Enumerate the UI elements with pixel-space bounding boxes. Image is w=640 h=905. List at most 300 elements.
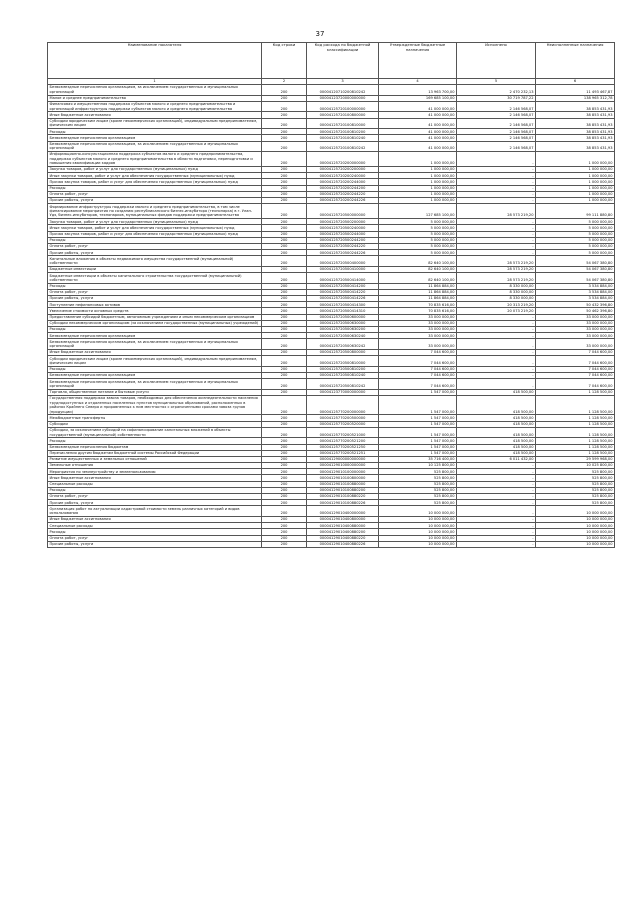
row-indicator-name: Оплата работ, услуг — [48, 535, 262, 541]
row-budget-code: 00004125720500810200 — [307, 366, 379, 372]
row-indicator-name: Земельные отношения — [48, 463, 262, 469]
row-line-code: 200 — [262, 135, 307, 141]
row-unexecuted: 38 853 431,93 — [536, 101, 615, 112]
row-unexecuted: 54 067 380,80 — [536, 266, 615, 272]
row-budget-code: 00004125720100810240 — [307, 135, 379, 141]
row-line-code: 200 — [262, 541, 307, 547]
row-unexecuted: 3 534 884,00 — [536, 296, 615, 302]
row-executed: - — [457, 535, 536, 541]
row-approved: 1 547 000,00 — [379, 427, 457, 438]
row-executed: 418 500,00 — [457, 450, 536, 456]
row-budget-code: 00004129010400880220 — [307, 535, 379, 541]
row-indicator-name: Безвозмездные перечисления организациям, за исключением государственных и муниципальных организаций — [48, 141, 262, 152]
row-line-code: 200 — [262, 529, 307, 535]
row-indicator-name: Оплата работ, услуг — [48, 191, 262, 197]
row-indicator-name: Специальные расходы — [48, 523, 262, 529]
row-budget-code: 00004125770200521250 — [307, 444, 379, 450]
row-indicator-name: Торговля, общественное питание и бытовые услуги — [48, 389, 262, 395]
row-line-code: 200 — [262, 487, 307, 493]
row-line-code: 200 — [262, 415, 307, 421]
row-budget-code: 00004125720500414220 — [307, 289, 379, 295]
row-approved: 33 000 000,00 — [379, 314, 457, 320]
row-unexecuted: 33 000 000,00 — [536, 320, 615, 326]
row-indicator-name: Безвозмездные перечисления организациям — [48, 372, 262, 378]
row-unexecuted: 1 000 000,00 — [536, 191, 615, 197]
table-row — [48, 450, 615, 456]
header-indicator-name: Наименование показателя — [48, 43, 262, 79]
row-line-code: 200 — [262, 225, 307, 231]
table-row — [48, 356, 615, 367]
row-line-code: 200 — [262, 320, 307, 326]
row-indicator-name: Информационно-консультационная поддержка субъектов малого и среднего предпринимательства, поддержка субъектов малого и среднего предпринимательства в области подготовки, переподготовки и повышения квалификации кадров — [48, 152, 262, 167]
row-approved: 1 547 000,00 — [379, 395, 457, 414]
row-line-code: 200 — [262, 481, 307, 487]
row-line-code: 200 — [262, 535, 307, 541]
row-line-code: 200 — [262, 231, 307, 237]
row-approved: 41 000 000,00 — [379, 129, 457, 135]
row-approved: 1 547 000,00 — [379, 389, 457, 395]
row-budget-code: 00004129010400880226 — [307, 541, 379, 547]
row-executed: - — [457, 463, 536, 469]
row-unexecuted: 525 800,00 — [536, 494, 615, 500]
row-budget-code: 00004125720500810242 — [307, 379, 379, 390]
row-approved: 1 547 000,00 — [379, 444, 457, 450]
table-body — [48, 78, 615, 547]
row-indicator-name: Субсидии юридическим лицам (кроме некоммерческих организаций), индивидуальным предпринимателям, физическим лицам — [48, 356, 262, 367]
row-executed: - — [457, 481, 536, 487]
row-approved: 82 640 100,00 — [379, 273, 457, 284]
table-row — [48, 101, 615, 112]
table-row — [48, 389, 615, 395]
row-indicator-name: Увеличение стоимости основных средств — [48, 308, 262, 314]
row-line-code: 200 — [262, 266, 307, 272]
row-indicator-name: Закупка товаров, работ и услуг для государственных (муниципальных) нужд — [48, 167, 262, 173]
row-unexecuted: 54 067 380,80 — [536, 256, 615, 267]
row-executed: 28 573 219,20 — [457, 266, 536, 272]
row-line-code: 200 — [262, 129, 307, 135]
row-budget-code: 00004125720500000000 — [307, 204, 379, 219]
row-indicator-name: Специальные расходы — [48, 481, 262, 487]
row-approved: 10 000 000,00 — [379, 523, 457, 529]
row-unexecuted: 50 462 396,80 — [536, 308, 615, 314]
row-budget-code: 00004125720100800000 — [307, 112, 379, 118]
row-approved: 5 000 000,00 — [379, 243, 457, 249]
row-unexecuted: 38 853 431,93 — [536, 112, 615, 118]
row-unexecuted: 5 000 000,00 — [536, 219, 615, 225]
row-line-code: 200 — [262, 219, 307, 225]
row-budget-code: 00004125770200521200 — [307, 438, 379, 444]
row-budget-code: 00004125720500244200 — [307, 237, 379, 243]
table-row — [48, 118, 615, 129]
row-indicator-name: Организация работ по актуализации кадастровой стоимости земель различных категорий и видов использования — [48, 506, 262, 517]
row-indicator-name: Иные бюджетные ассигнования — [48, 350, 262, 356]
row-budget-code: 00004125720500414000 — [307, 273, 379, 284]
row-executed: - — [457, 487, 536, 493]
row-executed: - — [457, 516, 536, 522]
row-unexecuted: 7 044 600,00 — [536, 366, 615, 372]
row-budget-code: 00004129010400880000 — [307, 523, 379, 529]
row-budget-code: 00004125720100810000 — [307, 118, 379, 129]
row-unexecuted: 525 800,00 — [536, 469, 615, 475]
row-budget-code: 00004125720500630242 — [307, 339, 379, 350]
header-budget-code: Код расхода по бюджетной классификации — [307, 43, 379, 79]
row-executed: - — [457, 500, 536, 506]
row-executed: 2 146 568,07 — [457, 101, 536, 112]
row-line-code: 200 — [262, 243, 307, 249]
row-line-code: 200 — [262, 308, 307, 314]
row-approved: 1 000 000,00 — [379, 179, 457, 185]
row-unexecuted: 1 128 500,00 — [536, 427, 615, 438]
row-budget-code: 00004125720100810200 — [307, 129, 379, 135]
row-approved: 10 125 800,00 — [379, 463, 457, 469]
table-row — [48, 256, 615, 267]
row-unexecuted: 3 534 884,00 — [536, 283, 615, 289]
row-budget-code: 00004125720500810240 — [307, 372, 379, 378]
row-indicator-name: Межбюджетные трансферты — [48, 415, 262, 421]
column-number: 2 — [262, 78, 307, 84]
row-indicator-name: Расходы — [48, 283, 262, 289]
row-unexecuted: 5 000 000,00 — [536, 225, 615, 231]
row-unexecuted: 525 800,00 — [536, 500, 615, 506]
row-unexecuted: 10 025 800,00 — [536, 463, 615, 469]
row-executed: - — [457, 167, 536, 173]
row-indicator-name: Мероприятия по землеустройству и землепользованию — [48, 469, 262, 475]
row-indicator-name: Иные закупки товаров, работ и услуг для обеспечения государственных (муниципальных) нужд — [48, 173, 262, 179]
row-approved: 1 547 000,00 — [379, 450, 457, 456]
row-approved: 525 800,00 — [379, 481, 457, 487]
row-unexecuted: 1 000 000,00 — [536, 198, 615, 204]
header-line-code: Код строки — [262, 43, 307, 79]
row-line-code: 200 — [262, 366, 307, 372]
table-row — [48, 379, 615, 390]
row-indicator-name: Расходы — [48, 185, 262, 191]
row-line-code: 200 — [262, 456, 307, 462]
row-line-code: 200 — [262, 256, 307, 267]
row-approved: 35 716 400,00 — [379, 456, 457, 462]
row-line-code: 200 — [262, 438, 307, 444]
row-budget-code: 00004125770200521251 — [307, 450, 379, 456]
row-unexecuted: 5 000 000,00 — [536, 237, 615, 243]
row-executed: - — [457, 494, 536, 500]
row-approved: 41 000 000,00 — [379, 118, 457, 129]
row-budget-code: 00004129010100880220 — [307, 494, 379, 500]
budget-execution-table — [47, 42, 615, 548]
row-line-code: 200 — [262, 273, 307, 284]
row-executed: - — [457, 529, 536, 535]
row-indicator-name: Бюджетные инвестиции в объекты капитального строительства государственной (муниципальной) собственности — [48, 273, 262, 284]
header-unexecuted: Неисполненные назначения — [536, 43, 615, 79]
row-unexecuted: 1 000 000,00 — [536, 152, 615, 167]
row-approved: 82 640 100,00 — [379, 256, 457, 267]
row-budget-code: 00004125720500630200 — [307, 327, 379, 333]
row-line-code: 200 — [262, 463, 307, 469]
row-approved: 33 000 000,00 — [379, 320, 457, 326]
row-line-code: 200 — [262, 494, 307, 500]
row-budget-code: 00004129010100000000 — [307, 469, 379, 475]
row-executed: 418 500,00 — [457, 438, 536, 444]
row-approved: 1 547 000,00 — [379, 421, 457, 427]
header-approved: Утвержденные бюджетные назначения — [379, 43, 457, 79]
row-approved: 1 547 000,00 — [379, 415, 457, 421]
row-approved: 7 044 600,00 — [379, 379, 457, 390]
row-unexecuted: 38 853 431,93 — [536, 118, 615, 129]
row-budget-code: 00004125770200520000 — [307, 421, 379, 427]
row-approved: 525 800,00 — [379, 487, 457, 493]
row-approved: 5 000 000,00 — [379, 219, 457, 225]
row-executed: 2 146 568,07 — [457, 129, 536, 135]
row-line-code: 200 — [262, 95, 307, 101]
row-executed: - — [457, 327, 536, 333]
row-line-code: 200 — [262, 250, 307, 256]
row-budget-code: 00004125720100000000 — [307, 101, 379, 112]
row-line-code: 200 — [262, 152, 307, 167]
row-line-code: 200 — [262, 237, 307, 243]
row-executed: - — [457, 541, 536, 547]
row-budget-code: 00004125720500414300 — [307, 302, 379, 308]
row-unexecuted: 33 000 000,00 — [536, 333, 615, 339]
row-budget-code: 00004125720500400000 — [307, 256, 379, 267]
row-unexecuted: 33 000 000,00 — [536, 314, 615, 320]
row-line-code: 200 — [262, 314, 307, 320]
row-budget-code: 00004129000000000000 — [307, 456, 379, 462]
row-budget-code: 00004129010400000000 — [307, 506, 379, 517]
row-executed: - — [457, 366, 536, 372]
row-unexecuted: 1 000 000,00 — [536, 179, 615, 185]
row-unexecuted: 54 067 380,80 — [536, 273, 615, 284]
row-approved: 1 000 000,00 — [379, 167, 457, 173]
table-row — [48, 141, 615, 152]
row-executed: - — [457, 152, 536, 167]
row-approved: 11 864 884,00 — [379, 289, 457, 295]
row-executed: 8 330 000,00 — [457, 296, 536, 302]
row-line-code: 200 — [262, 112, 307, 118]
table-row — [48, 273, 615, 284]
row-indicator-name: Формирование инфраструктуры поддержки малого и среднего предпринимательства, в том числе финансирование мероприятия по созданию республиканского бизнес-инкубатора (технопарка) в г. Улан-Удэ, бизнес-инкубаторов, технопарков, муниципальных фондов поддержки предпринимательства — [48, 204, 262, 219]
row-indicator-name: Безвозмездные перечисления организациям, за исключением государственных и муниципальных организаций — [48, 84, 262, 95]
row-approved: 41 000 000,00 — [379, 101, 457, 112]
row-executed: - — [457, 237, 536, 243]
row-executed: 418 500,00 — [457, 427, 536, 438]
table-row — [48, 506, 615, 517]
row-approved: 41 000 000,00 — [379, 141, 457, 152]
row-approved: 7 044 600,00 — [379, 356, 457, 367]
row-line-code: 200 — [262, 372, 307, 378]
row-approved: 5 000 000,00 — [379, 237, 457, 243]
table-row — [48, 427, 615, 438]
row-executed: 20 073 219,20 — [457, 308, 536, 314]
row-unexecuted: 7 044 600,00 — [536, 372, 615, 378]
row-line-code: 200 — [262, 506, 307, 517]
row-executed: - — [457, 219, 536, 225]
row-budget-code: 00004125720200000000 — [307, 152, 379, 167]
row-executed: - — [457, 356, 536, 367]
row-budget-code: 00004125720200244000 — [307, 179, 379, 185]
row-indicator-name: Прочие работы, услуги — [48, 500, 262, 506]
row-approved: 70 835 616,00 — [379, 302, 457, 308]
row-executed: - — [457, 314, 536, 320]
row-indicator-name: Расходы — [48, 529, 262, 535]
row-executed: - — [457, 372, 536, 378]
row-budget-code: 00004129010100880200 — [307, 487, 379, 493]
row-unexecuted: 1 128 500,00 — [536, 415, 615, 421]
row-executed: 418 500,00 — [457, 421, 536, 427]
row-line-code: 200 — [262, 191, 307, 197]
row-executed: 2 146 568,07 — [457, 112, 536, 118]
row-budget-code: 00004123770000000000 — [307, 389, 379, 395]
row-approved: 1 547 000,00 — [379, 438, 457, 444]
row-executed: 28 573 219,20 — [457, 256, 536, 267]
row-budget-code: 00004125720200244200 — [307, 185, 379, 191]
row-indicator-name: Субсидии, за исключением субсидий на софинансирование капитальных вложений в объекты государственной (муниципальной) собственности — [48, 427, 262, 438]
row-executed: - — [457, 339, 536, 350]
row-indicator-name: Безвозмездные перечисления бюджетам — [48, 444, 262, 450]
row-indicator-name: Расходы — [48, 237, 262, 243]
row-indicator-name: Прочие работы, услуги — [48, 198, 262, 204]
row-indicator-name: Иные закупки товаров, работ и услуг для обеспечения государственных (муниципальных) нужд — [48, 225, 262, 231]
row-unexecuted: 1 128 500,00 — [536, 389, 615, 395]
header-executed: Исполнено — [457, 43, 536, 79]
table-row — [48, 152, 615, 167]
row-line-code: 200 — [262, 379, 307, 390]
row-budget-code: 00004125720500600000 — [307, 314, 379, 320]
row-unexecuted: 7 044 600,00 — [536, 356, 615, 367]
row-indicator-name: Расходы — [48, 327, 262, 333]
row-unexecuted: 10 000 000,00 — [536, 529, 615, 535]
row-executed: - — [457, 469, 536, 475]
row-approved: 70 835 616,00 — [379, 308, 457, 314]
row-approved: 1 000 000,00 — [379, 185, 457, 191]
row-approved: 10 000 000,00 — [379, 506, 457, 517]
row-approved: 11 864 884,00 — [379, 296, 457, 302]
row-unexecuted: 1 000 000,00 — [536, 167, 615, 173]
row-unexecuted: 525 800,00 — [536, 475, 615, 481]
table-row — [48, 395, 615, 414]
row-line-code: 200 — [262, 500, 307, 506]
row-executed: 28 573 219,20 — [457, 273, 536, 284]
row-executed: - — [457, 191, 536, 197]
row-line-code: 200 — [262, 283, 307, 289]
row-unexecuted: 7 044 600,00 — [536, 350, 615, 356]
row-approved: 7 044 600,00 — [379, 372, 457, 378]
row-executed: - — [457, 231, 536, 237]
row-approved: 1 000 000,00 — [379, 198, 457, 204]
row-approved: 525 800,00 — [379, 494, 457, 500]
row-executed: 2 470 232,13 — [457, 84, 536, 95]
row-executed: - — [457, 198, 536, 204]
row-indicator-name: Иные бюджетные ассигнования — [48, 516, 262, 522]
row-indicator-name: Оплата работ, услуг — [48, 494, 262, 500]
row-unexecuted: 10 000 000,00 — [536, 523, 615, 529]
row-executed: - — [457, 523, 536, 529]
row-unexecuted: 38 853 431,93 — [536, 135, 615, 141]
row-approved: 525 800,00 — [379, 469, 457, 475]
row-budget-code: 00004125720500240000 — [307, 225, 379, 231]
row-unexecuted: 10 000 000,00 — [536, 516, 615, 522]
row-approved: 10 000 000,00 — [379, 541, 457, 547]
row-unexecuted: 33 000 000,00 — [536, 339, 615, 350]
row-line-code: 200 — [262, 339, 307, 350]
row-line-code: 200 — [262, 516, 307, 522]
row-approved: 10 000 000,00 — [379, 516, 457, 522]
row-executed: - — [457, 320, 536, 326]
row-unexecuted: 29 599 968,00 — [536, 456, 615, 462]
row-indicator-name: Расходы — [48, 366, 262, 372]
row-executed: 418 500,00 — [457, 389, 536, 395]
row-executed: 418 500,00 — [457, 444, 536, 450]
row-executed: 418 500,00 — [457, 395, 536, 414]
row-indicator-name: Прочая закупка товаров, работ и услуг для обеспечения государственных (муниципальных) нужд — [48, 179, 262, 185]
row-line-code: 200 — [262, 475, 307, 481]
row-executed: 30 719 787,22 — [457, 95, 536, 101]
row-indicator-name: Безвозмездные перечисления организациям, за исключением государственных и муниципальных организаций — [48, 339, 262, 350]
row-budget-code: 00004125720500414310 — [307, 308, 379, 314]
row-line-code: 200 — [262, 118, 307, 129]
row-unexecuted: 1 128 500,00 — [536, 421, 615, 427]
row-indicator-name: Прочие работы, услуги — [48, 541, 262, 547]
row-indicator-name: Субсидии юридическим лицам (кроме некоммерческих организаций), индивидуальным предпринимателям, физическим лицам — [48, 118, 262, 129]
row-indicator-name: Малое и среднее предпринимательство — [48, 95, 262, 101]
row-unexecuted: 33 000 000,00 — [536, 327, 615, 333]
row-indicator-name: Бюджетные инвестиции — [48, 266, 262, 272]
row-line-code: 200 — [262, 333, 307, 339]
row-approved: 5 000 000,00 — [379, 225, 457, 231]
row-indicator-name: Перечисления другим бюджетам бюджетной системы Российской Федерации — [48, 450, 262, 456]
row-approved: 41 000 000,00 — [379, 112, 457, 118]
table-row — [48, 339, 615, 350]
row-indicator-name: Расходы — [48, 129, 262, 135]
row-line-code: 200 — [262, 179, 307, 185]
row-budget-code: 00004125720200240000 — [307, 173, 379, 179]
row-indicator-name: Прочая закупка товаров, работ и услуг для обеспечения государственных (муниципальных) нужд — [48, 231, 262, 237]
row-line-code: 200 — [262, 389, 307, 395]
row-unexecuted: 5 000 000,00 — [536, 231, 615, 237]
row-unexecuted: 10 000 000,00 — [536, 541, 615, 547]
row-unexecuted: 1 128 500,00 — [536, 395, 615, 414]
row-approved: 5 000 000,00 — [379, 250, 457, 256]
row-unexecuted: 1 000 000,00 — [536, 185, 615, 191]
row-budget-code: 00004129010400880200 — [307, 529, 379, 535]
row-approved: 82 640 100,00 — [379, 266, 457, 272]
row-indicator-name: Оплата работ, услуг — [48, 289, 262, 295]
row-approved: 7 044 600,00 — [379, 366, 457, 372]
row-executed: - — [457, 179, 536, 185]
row-unexecuted: 138 965 312,78 — [536, 95, 615, 101]
row-unexecuted: 1 128 500,00 — [536, 450, 615, 456]
row-line-code: 200 — [262, 356, 307, 367]
row-indicator-name: Закупка товаров, работ и услуг для государственных (муниципальных) нужд — [48, 219, 262, 225]
row-unexecuted: 38 853 431,93 — [536, 129, 615, 135]
row-indicator-name: Прочие работы, услуги — [48, 296, 262, 302]
row-unexecuted: 7 044 600,00 — [536, 379, 615, 390]
row-line-code: 200 — [262, 395, 307, 414]
row-executed: 20 313 219,20 — [457, 302, 536, 308]
row-executed: 2 146 568,07 — [457, 141, 536, 152]
row-line-code: 200 — [262, 204, 307, 219]
page-number: 37 — [315, 30, 325, 38]
row-line-code: 200 — [262, 289, 307, 295]
row-approved: 1 000 000,00 — [379, 152, 457, 167]
row-budget-code: 00004125770200500000 — [307, 415, 379, 421]
row-budget-code: 00004125720500244220 — [307, 243, 379, 249]
row-line-code: 200 — [262, 327, 307, 333]
row-approved: 525 800,00 — [379, 475, 457, 481]
row-line-code: 200 — [262, 296, 307, 302]
row-unexecuted: 1 128 500,00 — [536, 444, 615, 450]
row-budget-code: 00004125720500800000 — [307, 350, 379, 356]
row-unexecuted: 525 800,00 — [536, 481, 615, 487]
row-approved: 41 000 000,00 — [379, 135, 457, 141]
row-line-code: 200 — [262, 427, 307, 438]
